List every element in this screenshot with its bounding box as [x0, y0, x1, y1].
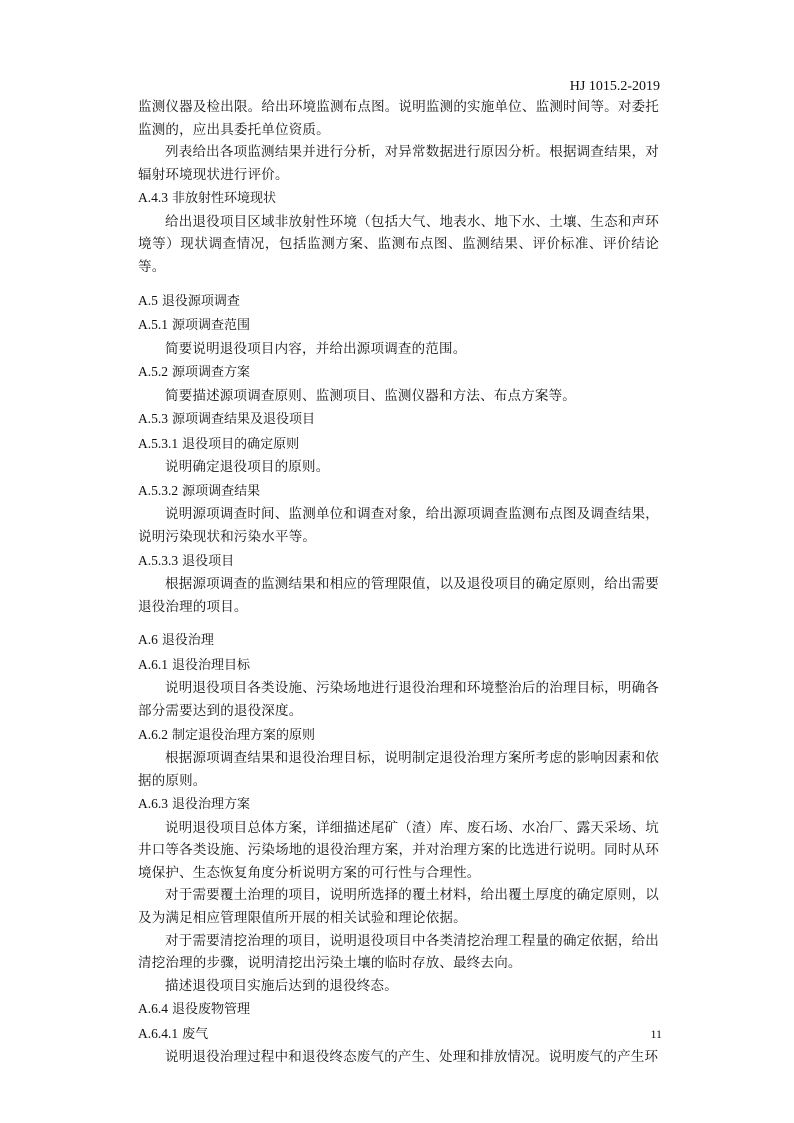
paragraph: 简要描述源项调查原则、监测项目、监测仪器和方法、布点方案等。 — [165, 387, 576, 404]
section-number: A.6 — [138, 632, 158, 648]
paragraph: 列表给出各项监测结果并进行分析，对异常数据进行原因分析。根据调查结果，对辐射环境现状进行评价。 — [138, 144, 659, 183]
section-title: 退役治理方案 — [172, 797, 251, 813]
section-heading — [138, 432, 659, 457]
section-number: A.6.1 — [138, 656, 168, 672]
section-number: A.5.1 — [138, 317, 168, 333]
section-number: A.5 — [138, 292, 158, 308]
section-heading — [138, 997, 659, 1022]
section-heading — [138, 289, 659, 314]
section-heading — [138, 313, 659, 338]
section-heading — [138, 1022, 659, 1047]
paragraph: 给出退役项目区域非放射性环境（包括大气、地表水、地下水、土壤、生态和声环境等）现状调查情况，包括监测方案、监测布点图、监测结果、评价标准、评价结论等。 — [138, 213, 659, 276]
section-title: 源项调查结果 — [182, 483, 261, 499]
paragraph: 说明源项调查时间、监测单位和调查对象，给出源项调查监测布点图及调查结果，说明污染现状和污染水平等。 — [138, 506, 659, 546]
paragraph: 对于需要覆土治理的项目，说明所选择的覆土材料，给出覆土厚度的确定原则，以及为满足相应管理限值所开展的相关试验和理论依据。 — [138, 887, 659, 927]
paragraph: 对于需要清挖治理的项目，说明退役项目中各类清挖治理工程量的确定依据，给出清挖治理的步骤，说明清挖出污染土壤的临时存放、最终去向。 — [138, 932, 659, 972]
paragraph: 根据源项调查结果和退役治理目标，说明制定退役治理方案所考虑的影响因素和依据的原则。 — [138, 750, 659, 789]
section-title: 制定退役治理方案的原则 — [172, 727, 316, 743]
section-title: 退役源项调查 — [161, 293, 240, 309]
section-number: A.6.2 — [138, 726, 168, 742]
section-number: A.5.3.2 — [138, 482, 179, 498]
section-heading — [138, 186, 659, 211]
section-title: 退役项目的确定原则 — [182, 436, 300, 452]
section-number: A.5.3.1 — [138, 435, 179, 451]
section-title: 源项调查范围 — [172, 318, 251, 334]
section-number: A.5.3.3 — [138, 552, 179, 568]
section-title: 退役项目 — [182, 553, 235, 569]
section-heading — [138, 360, 659, 385]
section-heading — [138, 628, 659, 653]
paragraph: 描述退役项目实施后达到的退役终态。 — [165, 977, 398, 994]
standard-code: HJ 1015.2-2019 — [569, 79, 660, 94]
section-heading — [138, 479, 659, 504]
section-number: A.4.3 — [138, 190, 168, 206]
section-number: A.6.4.1 — [138, 1025, 179, 1041]
paragraph: 说明退役项目总体方案，详细描述尾矿（渣）库、废石场、水冶厂、露天采场、坑井口等各类设施、污染场地的退役治理方案，并对治理方案的比选进行说明。同时从环境保护、生态恢复角度分析说明方案的可行性与合理性。 — [138, 819, 659, 881]
section-heading — [138, 723, 659, 748]
section-number: A.6.3 — [138, 796, 168, 812]
section-number: A.6.4 — [138, 1001, 168, 1017]
section-heading — [138, 407, 659, 432]
section-number: A.5.2 — [138, 364, 168, 380]
paragraph: 说明退役项目各类设施、污染场地进行退役治理和环境整治后的治理目标，明确各部分需要达到的退役深度。 — [138, 680, 659, 719]
paragraph: 简要说明退役项目内容，并给出源项调查的范围。 — [165, 340, 467, 357]
paragraph: 说明确定退役项目的原则。 — [165, 459, 330, 476]
section-title: 废气 — [182, 1026, 209, 1042]
section-heading — [138, 792, 659, 817]
section-title: 退役治理目标 — [172, 657, 251, 673]
paragraph: 根据源项调查的监测结果和相应的管理限值，以及退役项目的确定原则，给出需要退役治理的项目。 — [138, 576, 659, 615]
section-heading — [138, 653, 659, 678]
section-title: 退役治理 — [161, 633, 214, 649]
section-title: 退役废物管理 — [172, 1002, 251, 1018]
document-body — [138, 96, 659, 1069]
section-title: 源项调查结果及退役项目 — [172, 412, 316, 428]
page-number: 11 — [650, 1027, 662, 1041]
paragraph: 说明退役治理过程中和退役终态废气的产生、处理和排放情况。说明废气的产生环 — [165, 1049, 659, 1066]
section-title: 源项调查方案 — [172, 365, 251, 381]
section-heading — [138, 549, 659, 574]
section-title: 非放射性环境现状 — [172, 191, 277, 207]
section-number: A.5.3 — [138, 411, 168, 427]
paragraph: 监测仪器及检出限。给出环境监测布点图。说明监测的实施单位、监测时间等。对委托监测的，应出具委托单位资质。 — [138, 99, 659, 138]
